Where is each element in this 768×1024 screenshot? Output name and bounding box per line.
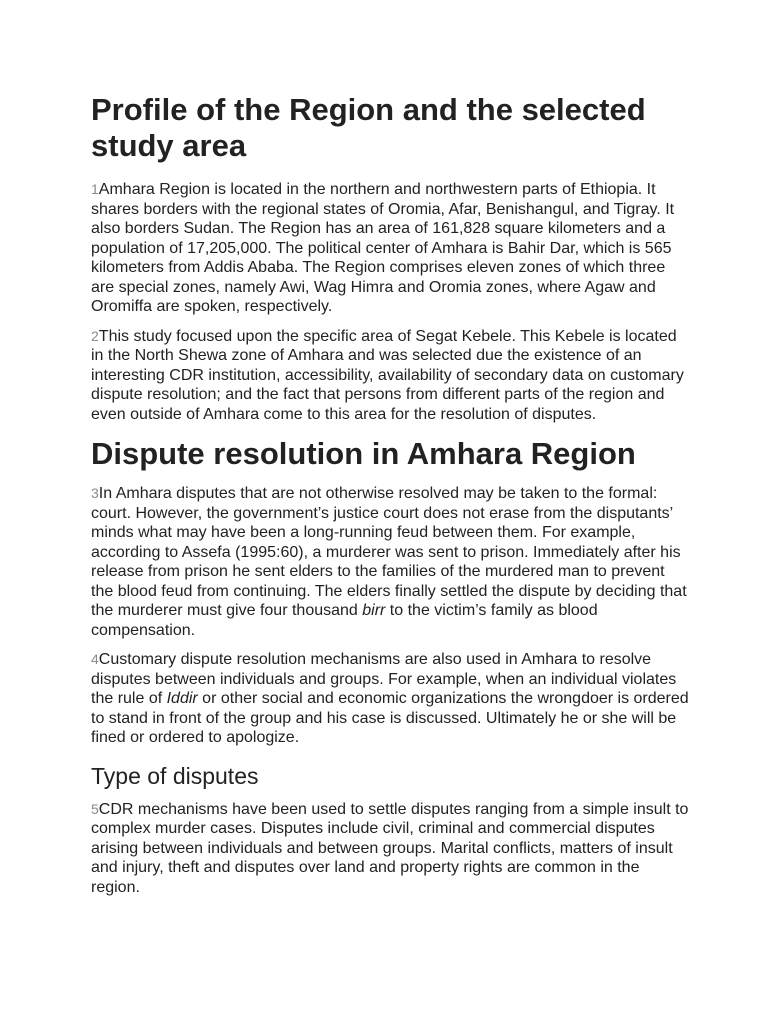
paragraph-text: Amhara Region is located in the northern and northwestern parts of Ethiopia. It shares borders with the regional states of Oromia, Afar, Benishangul, and Tigray. It also borders Sudan. The Region has an area of 161,828 square kilometers and a population of 17,205,000. The political center of Amhara is Bahir Dar, which is 565 kilometers from Addis Ababa. The Region comprises eleven zones of which three are special zones, namely Awi, Wag Himra and Oromia zones, where Agaw and Oromiffa are spoken, respectively.: [91, 181, 675, 315]
paragraph-text: CDR mechanisms have been used to settle disputes ranging from a simple insult to complex murder cases. Disputes include civil, criminal and commercial disputes arising between individuals and between groups. Marital conflicts, matters of insult and injury, theft and disputes over land and property rights are common in the region.: [91, 800, 689, 896]
section-heading-profile: Profile of the Region and the selected study area: [91, 92, 646, 163]
paragraph-2: [91, 327, 691, 425]
paragraph-number: 3: [91, 485, 99, 501]
paragraph-italic-term: birr: [362, 602, 386, 619]
paragraph-text: Customary dispute resolution mechanisms are also used in Amhara to resolve disputes between individuals and groups. For example, when an individual violates the rule of: [91, 651, 677, 707]
paragraph-text-continued: to the victim’s family as blood compensation.: [91, 602, 598, 639]
document-body: [91, 92, 691, 907]
paragraph-italic-term: Iddir: [166, 690, 198, 707]
section-heading-dispute-resolution: Dispute resolution in Amhara Region: [91, 436, 636, 471]
paragraph-text-continued: or other social and economic organizations the wrongdoer is ordered to stand in front of the group and his case is discussed. Ultimately he or she will be fined or ordered to apologize.: [91, 690, 689, 746]
section-heading-type-of-disputes: Type of disputes: [91, 762, 259, 789]
paragraph-3: [91, 484, 691, 640]
paragraph-1: [91, 180, 691, 317]
paragraph-4: [91, 650, 691, 748]
paragraph-number: 5: [91, 800, 99, 817]
paragraph-text: In Amhara disputes that are not otherwise resolved may be taken to the formal: court. However, the government’s justice court does not erase from the disputants’ minds what may have been a long-running feud between them. For example, according to Assefa (1995:60), a murderer was sent to prison. Immediately after his release from prison he sent elders to the families of the murdered man to prevent the blood feud from continuing. The elders finally settled the dispute by deciding that the murderer must give four thousand: [91, 485, 687, 619]
paragraph-number: 4: [91, 651, 99, 667]
paragraph-number: 1: [91, 181, 99, 197]
paragraph-number: 2: [91, 327, 99, 344]
paragraph-text: This study focused upon the specific area of Segat Kebele. This Kebele is located in the North Shewa zone of Amhara and was selected due the existence of an interesting CDR institution, accessibility, availability of secondary data on customary dispute resolution; and the fact that persons from different parts of the region and even outside of Amhara come to this area for the resolution of disputes.: [91, 327, 684, 423]
paragraph-5: [91, 800, 691, 898]
